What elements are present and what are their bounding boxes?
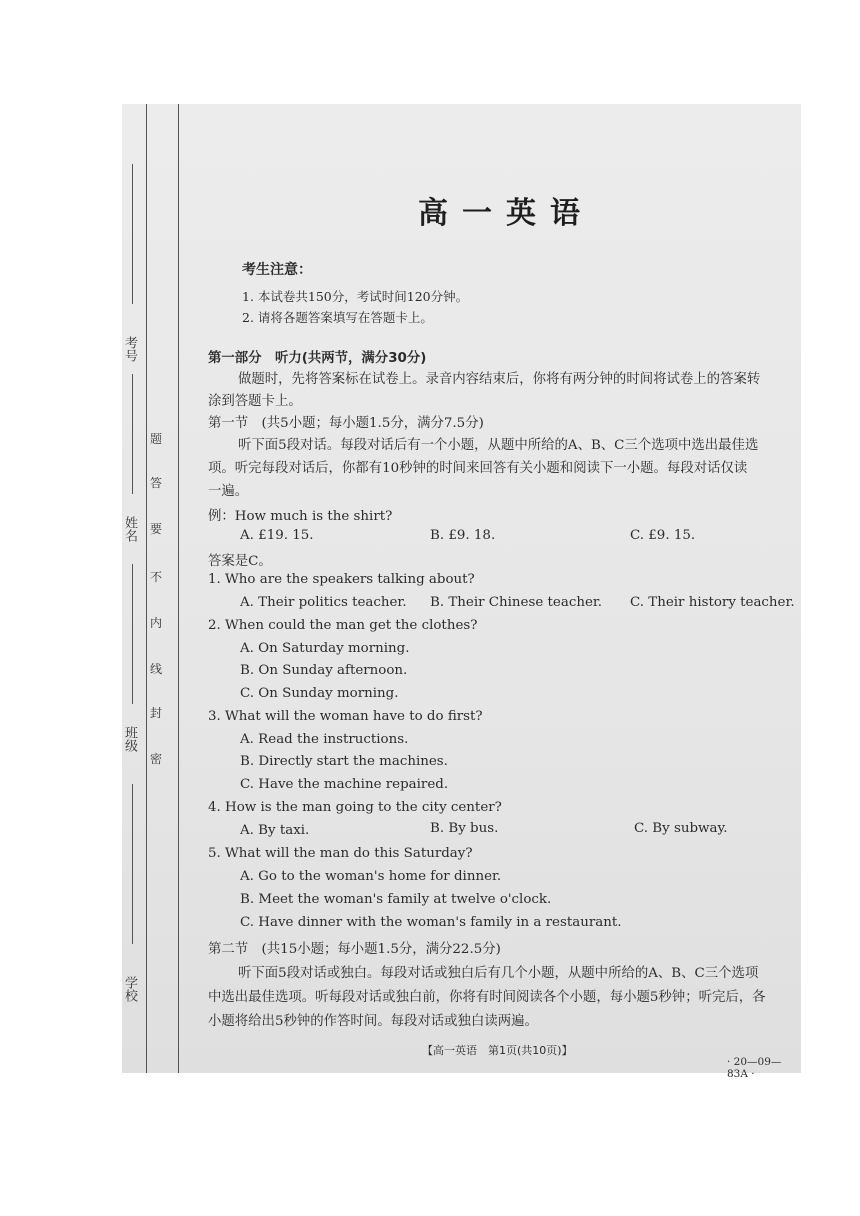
seal-char: 封 bbox=[150, 706, 163, 720]
section1-instruction: 听下面5段对话。每段对话后有一个小题，从题中所给的A、B、C三个选项中选出最佳选 bbox=[238, 438, 759, 453]
seal-char: 题 bbox=[150, 432, 163, 446]
page-title: 高一英语 bbox=[418, 196, 594, 231]
notice-heading: 考生注意： bbox=[242, 262, 312, 278]
question-1: 1. Who are the speakers talking about? bbox=[208, 572, 475, 587]
seal-char: 不 bbox=[150, 570, 163, 584]
q1-option-c: C. Their history teacher. bbox=[630, 595, 795, 610]
section2-instruction: 小题将给出5秒钟的作答时间。每段对话或独白读两遍。 bbox=[208, 1014, 538, 1029]
part1-heading: 第一部分 听力(共两节，满分30分) bbox=[208, 351, 427, 366]
blank-line bbox=[132, 564, 133, 704]
seal-char: 答 bbox=[150, 476, 163, 490]
q1-option-a: A. Their politics teacher. bbox=[240, 595, 407, 610]
q4-option-b: B. By bus. bbox=[430, 821, 499, 836]
example-question: 例：How much is the shirt? bbox=[208, 509, 393, 524]
q4-option-c: C. By subway. bbox=[634, 821, 728, 836]
example-option-a: A. £19. 15. bbox=[240, 528, 314, 543]
margin-line-outer bbox=[146, 104, 147, 1073]
notice-item: 1. 本试卷共150分，考试时间120分钟。 bbox=[242, 289, 469, 304]
margin-label-exam-number: 考号 bbox=[122, 336, 137, 362]
part1-intro-line: 做题时，先将答案标在试卷上。录音内容结束后，你将有两分钟的时间将试卷上的答案转 bbox=[238, 372, 761, 387]
blank-line bbox=[132, 164, 133, 304]
section1-instruction: 项。听完每段对话后，你都有10秒钟的时间来回答有关小题和阅读下一小题。每段对话仅读 bbox=[208, 461, 748, 476]
q5-option-a: A. Go to the woman's home for dinner. bbox=[240, 869, 502, 884]
margin-label-name: 姓名 bbox=[122, 516, 137, 542]
q3-option-b: B. Directly start the machines. bbox=[240, 754, 448, 769]
section2-instruction: 听下面5段对话或独白。每段对话或独白后有几个小题，从题中所给的A、B、C三个选项 bbox=[238, 966, 759, 981]
seal-char: 密 bbox=[150, 752, 163, 766]
q2-option-c: C. On Sunday morning. bbox=[240, 686, 399, 701]
section1-heading: 第一节 (共5小题；每小题1.5分，满分7.5分) bbox=[208, 416, 484, 431]
question-3: 3. What will the woman have to do first? bbox=[208, 709, 483, 724]
question-4: 4. How is the man going to the city center? bbox=[208, 800, 502, 815]
q5-option-c: C. Have dinner with the woman's family in a restaurant. bbox=[240, 915, 622, 930]
q3-option-a: A. Read the instructions. bbox=[240, 732, 409, 747]
q1-option-b: B. Their Chinese teacher. bbox=[430, 595, 603, 610]
exam-page bbox=[122, 104, 801, 1080]
example-option-b: B. £9. 18. bbox=[430, 528, 496, 543]
example-answer: 答案是C。 bbox=[208, 554, 272, 569]
question-2: 2. When could the man get the clothes? bbox=[208, 618, 478, 633]
seal-char: 线 bbox=[150, 662, 163, 676]
exam-code: · 20—09—83A · bbox=[727, 1056, 782, 1080]
margin-label-school: 学校 bbox=[122, 976, 137, 1002]
q5-option-b: B. Meet the woman's family at twelve o'clock. bbox=[240, 892, 552, 907]
page-footer: 【高一英语 第1页(共10页)】 bbox=[422, 1044, 573, 1057]
seal-char: 要 bbox=[150, 522, 163, 536]
section1-instruction: 一遍。 bbox=[208, 484, 249, 499]
q2-option-a: A. On Saturday morning. bbox=[240, 641, 410, 656]
notice-item: 2. 请将各题答案填写在答题卡上。 bbox=[242, 310, 433, 325]
example-option-c: C. £9. 15. bbox=[630, 528, 696, 543]
margin-label-class: 班级 bbox=[122, 726, 137, 752]
blank-line bbox=[132, 784, 133, 944]
question-5: 5. What will the man do this Saturday? bbox=[208, 846, 473, 861]
part1-intro-line: 涂到答题卡上。 bbox=[208, 394, 302, 409]
margin-line-inner bbox=[178, 104, 179, 1073]
blank-line bbox=[132, 374, 133, 494]
q3-option-c: C. Have the machine repaired. bbox=[240, 777, 449, 792]
section2-heading: 第二节 (共15小题；每小题1.5分，满分22.5分) bbox=[208, 942, 501, 957]
seal-char: 内 bbox=[150, 616, 163, 630]
q2-option-b: B. On Sunday afternoon. bbox=[240, 663, 408, 678]
q4-option-a: A. By taxi. bbox=[240, 823, 310, 838]
section2-instruction: 中选出最佳选项。听每段对话或独白前，你将有时间阅读各个小题，每小题5秒钟；听完后，各 bbox=[208, 990, 766, 1005]
